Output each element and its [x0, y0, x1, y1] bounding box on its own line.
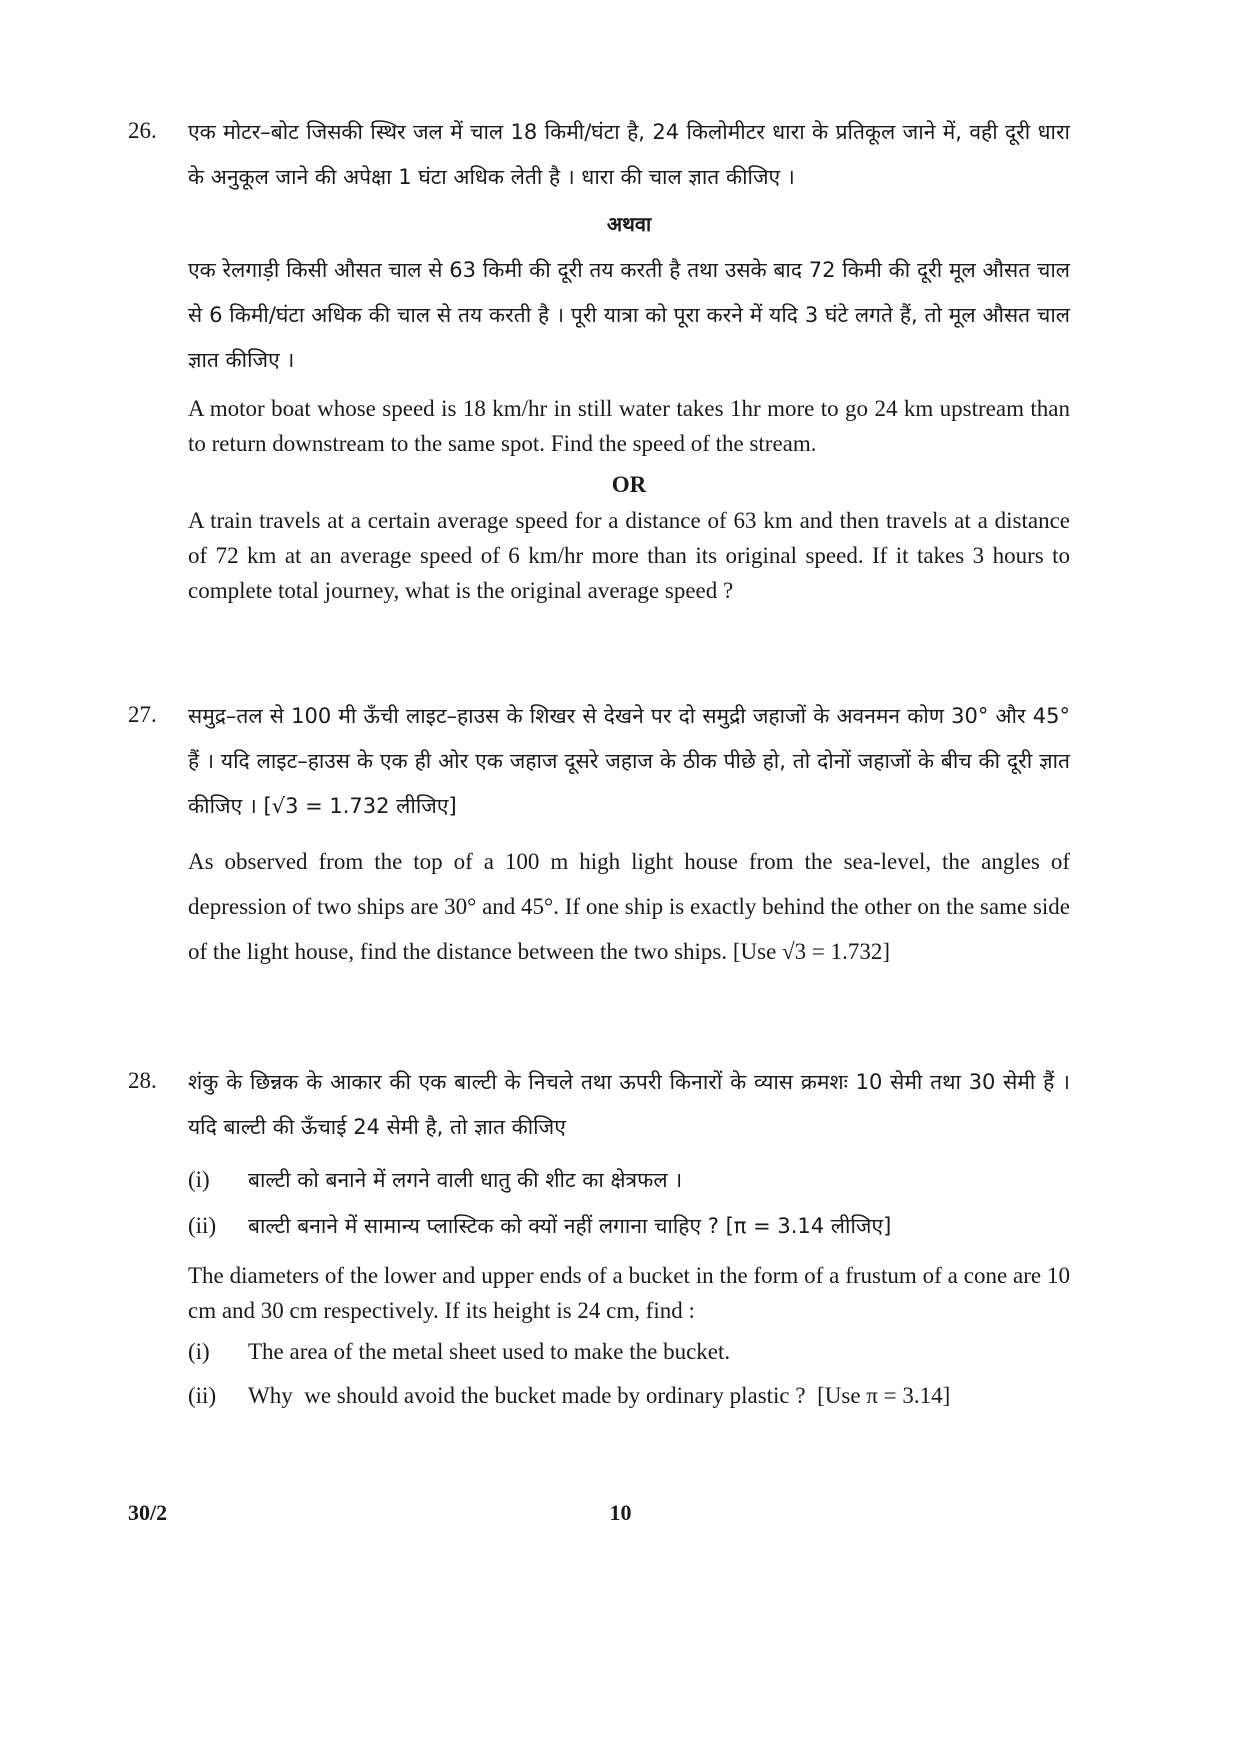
sub-label: (i)	[188, 1339, 210, 1364]
question-body	[188, 110, 1070, 608]
question-hindi: समुद्र–तल से 100 मी ऊँची लाइट–हाउस के शिखर से देखने पर दो समुद्री जहाजों के अवनमन कोण 30° और 45° हैं । यदि लाइट–हाउस के एक ही ओर एक जहाज दूसरे जहाज के ठीक पीछे हो, तो दोनों जहाजों के बीच की दूरी ज्ञात कीजिए । [√3 = 1.732 लीजिए]	[188, 704, 1070, 818]
sub-question-english-1	[188, 1332, 1070, 1372]
question-number: 26.	[128, 118, 157, 143]
sub-question-hindi-2	[188, 1202, 1070, 1250]
or-separator-hindi: अथवा	[606, 212, 652, 236]
question-body	[188, 1060, 1070, 1416]
question-english: A motor boat whose speed is 18 km/hr in still water takes 1hr more to go 24 km upstream than to return downstream to the same spot. Find the speed of the stream.	[188, 396, 1070, 456]
question-hindi: शंकु के छिन्नक के आकार की एक बाल्टी के निचले तथा ऊपरी किनारों के व्यास क्रमशः 10 सेमी तथा 30 सेमी हैं । यदि बाल्टी की ऊँचाई 24 सेमी है, तो ज्ञात कीजिए	[188, 1070, 1070, 1139]
question-english: The diameters of the lower and upper ends of a bucket in the form of a frustum of a cone are 10 cm and 30 cm respectively. If its height is 24 cm, find :	[188, 1263, 1070, 1323]
sub-text: Why we should avoid the bucket made by ordinary plastic ? [Use π = 3.14]	[248, 1383, 951, 1408]
sub-text: The area of the metal sheet used to make the bucket.	[248, 1339, 731, 1364]
sub-text: बाल्टी बनाने में सामान्य प्लास्टिक को क्यों नहीं लगाना चाहिए ? [π = 3.14 लीजिए]	[248, 1214, 892, 1238]
paper-code: 30/2	[128, 1500, 168, 1525]
sub-label: (i)	[188, 1167, 210, 1192]
sub-label: (ii)	[188, 1213, 217, 1238]
sub-label: (ii)	[188, 1383, 217, 1408]
sub-question-hindi-1	[188, 1158, 1070, 1202]
question-number: 28.	[128, 1068, 157, 1093]
question-body	[188, 694, 1070, 974]
sub-text: बाल्टी को बनाने में लगने वाली धातु की शीट का क्षेत्रफल ।	[248, 1168, 683, 1192]
question-hindi: एक मोटर–बोट जिसकी स्थिर जल में चाल 18 किमी/घंटा है, 24 किलोमीटर धारा के प्रतिकूल जाने में, वही दूरी धारा के अनुकूल जाने की अपेक्षा 1 घंटा अधिक लेती है । धारा की चाल ज्ञात कीजिए ।	[188, 120, 1070, 189]
question-english-alternative: A train travels at a certain average speed for a distance of 63 km and then travels at a distance of 72 km at an average speed of 6 km/hr more than its original speed. If it takes 3 hours to complete total journey, what is the original average speed ?	[188, 508, 1070, 603]
sub-question-english-2	[188, 1376, 1070, 1416]
page-number: 10	[609, 1500, 632, 1525]
or-separator-english: OR	[611, 472, 647, 497]
question-hindi-alternative: एक रेलगाड़ी किसी औसत चाल से 63 किमी की दूरी तय करती है तथा उसके बाद 72 किमी की दूरी मूल औसत चाल से 6 किमी/घंटा अधिक की चाल से तय करती है । पूरी यात्रा को पूरा करने में यदि 3 घंटे लगते हैं, तो मूल औसत चाल ज्ञात कीजिए ।	[188, 258, 1070, 372]
question-english: As observed from the top of a 100 m high light house from the sea-level, the angles of depression of two ships are 30° and 45°. If one ship is exactly behind the other on the same side of the light house, find the distance between the two ships. [Use √3 = 1.732]	[188, 849, 1070, 964]
question-number: 27.	[128, 702, 157, 727]
